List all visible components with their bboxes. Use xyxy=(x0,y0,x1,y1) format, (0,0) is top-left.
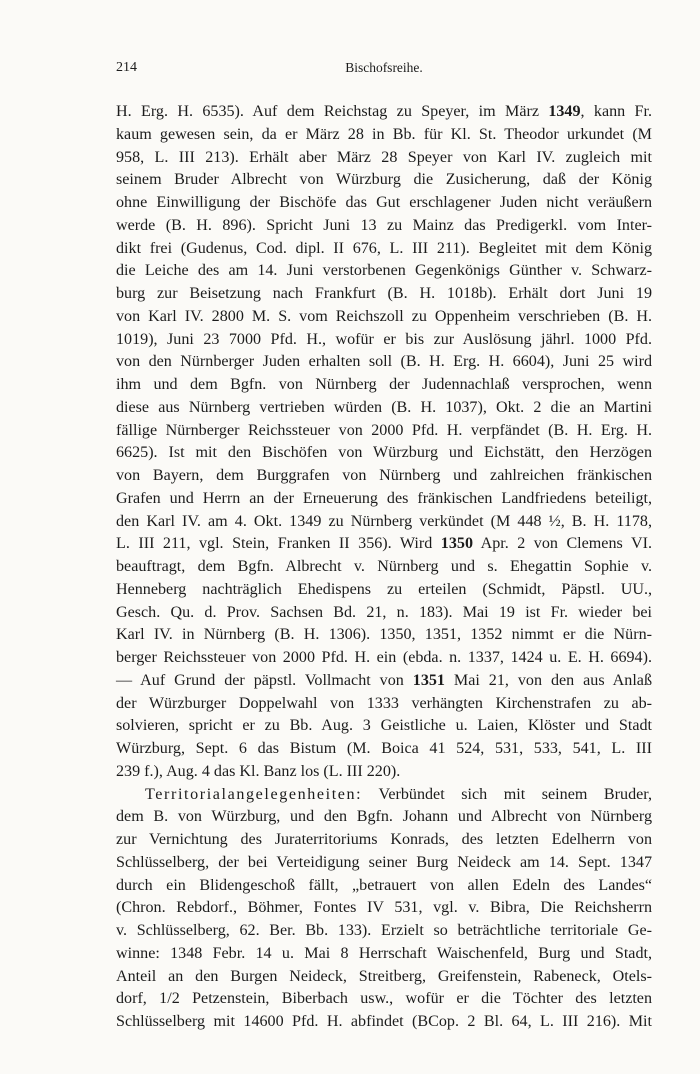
text-line: 239 f.), Aug. 4 das Kl. Banz los (L. III 220). xyxy=(116,762,401,780)
text-line: beauftragt, dem Bgfn. Albrecht v. Nürnberg und s. Ehegattin Sophie v. xyxy=(116,558,652,575)
text-line: dorf, 1/2 Petzenstein, Biberbach usw., wofür er die Töchter des letzten xyxy=(116,990,652,1008)
text-line: zur Vernichtung des Juraterritoriums Konrads, des letzten Edelherrn von xyxy=(116,831,652,848)
text-line: die Leiche des am 14. Juni verstorbenen Gegenkönigs Günther v. Schwarz- xyxy=(116,262,652,280)
text-line: von Karl IV. 2800 M. S. vom Reichszoll zu Oppenheim verschrieben (B. H. xyxy=(116,307,652,325)
text-line: 1019), Juni 23 7000 Pfd. H., wofür er bis zur Auslösung jährl. 1000 Pfd. xyxy=(116,330,652,348)
text-line: Grafen und Herrn an der Erneuerung des fränkischen Landfriedens beteiligt, xyxy=(116,489,652,507)
text-line: dikt frei (Gudenus, Cod. dipl. II 676, L. III 211). Begleitet mit dem König xyxy=(116,239,652,257)
text-line: kaum gewesen sein, da er März 28 in Bb. für Kl. St. Theodor urkundet (M xyxy=(116,125,652,143)
text-line: (Chron. Rebdorf., Böhmer, Fontes IV 531, vgl. v. Bibra, Die Reichsherrn xyxy=(116,899,652,917)
text-line: — Auf Grund der päpstl. Vollmacht von 1351 Mai 21, von den aus Anlaß xyxy=(116,671,652,689)
text-line: solvieren, spricht er zu Bb. Aug. 3 Geistliche u. Laien, Klöster und Stadt xyxy=(116,717,652,735)
text-line: dem B. von Würzburg, und den Bgfn. Johann und Albrecht von Nürnberg xyxy=(116,808,652,826)
text-line: Territorialangelegenheiten: Verbündet sich mit seinem Bruder, xyxy=(145,785,652,803)
text-line: v. Schlüsselberg, 62. Ber. Bb. 133). Erzielt so beträchtliche territoriale Ge- xyxy=(116,922,652,939)
body-text xyxy=(116,101,652,1034)
text-line: Henneberg nachträglich Ehedispens zu erteilen (Schmidt, Päpstl. UU., xyxy=(116,580,652,598)
text-line: von Bayern, dem Burggrafen von Nürnberg und zahlreichen fränkischen xyxy=(116,467,652,484)
running-title: Bischofsreihe. xyxy=(345,60,423,75)
text-line: den Karl IV. am 4. Okt. 1349 zu Nürnberg verkündet (M 448 ½, B. H. 1178, xyxy=(116,512,652,530)
text-line: werde (B. H. 896). Spricht Juni 13 zu Mainz das Predigerkl. vom Inter- xyxy=(116,216,652,234)
text-line: winne: 1348 Febr. 14 u. Mai 8 Herrschaft Waischenfeld, Burg und Stadt, xyxy=(116,944,652,962)
text-line: 6625). Ist mit den Bischöfen von Würzburg und Eichstätt, den Herzögen xyxy=(116,444,652,462)
text-line: berger Reichssteuer von 2000 Pfd. H. ein (ebda. n. 1337, 1424 u. E. H. 6694). xyxy=(116,649,652,666)
text-line: Karl IV. in Nürnberg (B. H. 1306). 1350, 1351, 1352 nimmt er die Nürn- xyxy=(116,626,652,644)
text-line: durch ein Blidengeschoß fällt, „betrauert von allen Edeln des Landes“ xyxy=(116,876,652,894)
text-line: L. III 211, vgl. Stein, Franken II 356). Wird 1350 Apr. 2 von Clemens VI. xyxy=(116,535,652,553)
text-line: Anteil an den Burgen Neideck, Streitberg, Greifenstein, Rabeneck, Otels- xyxy=(116,967,652,985)
paragraph-2 xyxy=(116,784,652,1034)
text-line: ihm und dem Bgfn. von Nürnberg der Judennachlaß versprochen, wenn xyxy=(116,376,652,393)
text-line: Schlüsselberg mit 14600 Pfd. H. abfindet (BCop. 2 Bl. 64, L. III 216). Mit xyxy=(116,1013,652,1030)
text-line: von den Nürnberger Juden erhalten soll (B. H. Erg. H. 6604), Juni 25 wird xyxy=(116,353,652,371)
text-line: Gesch. Qu. d. Prov. Sachsen Bd. 21, n. 183). Mai 19 ist Fr. wieder bei xyxy=(116,603,652,621)
page-number: 214 xyxy=(116,60,137,75)
text-line: ohne Einwilligung der Bischöfe das Gut erschlagener Juden nicht veräußern xyxy=(116,194,652,211)
text-line: burg zur Beisetzung nach Frankfurt (B. H. 1018b). Erhält dort Juni 19 xyxy=(116,285,652,302)
text-line: der Würzburger Doppelwahl von 1333 verhängten Kirchenstrafen zu ab- xyxy=(116,694,652,712)
text-line: seinem Bruder Albrecht von Würzburg die Zusicherung, daß der König xyxy=(116,171,652,189)
paragraph-1 xyxy=(116,101,652,784)
text-line: 958, L. III 213). Erhält aber März 28 Speyer von Karl IV. zugleich mit xyxy=(116,148,652,166)
section-heading: Territorialangelegenheiten: xyxy=(145,785,363,803)
text-line: Würzburg, Sept. 6 das Bistum (M. Boica 41 524, 531, 533, 541, L. III xyxy=(116,740,652,757)
text-line: fällige Nürnberger Reichssteuer von 2000 Pfd. H. verpfändet (B. H. Erg. H. xyxy=(116,421,652,439)
text-line: H. Erg. H. 6535). Auf dem Reichstag zu Speyer, im März 1349, kann Fr. xyxy=(116,103,652,120)
page-header xyxy=(116,60,652,82)
text-line: diese aus Nürnberg vertrieben würden (B. H. 1037), Okt. 2 die an Martini xyxy=(116,398,652,416)
text-line: Schlüsselberg, der bei Verteidigung seiner Burg Neideck am 14. Sept. 1347 xyxy=(116,853,652,871)
